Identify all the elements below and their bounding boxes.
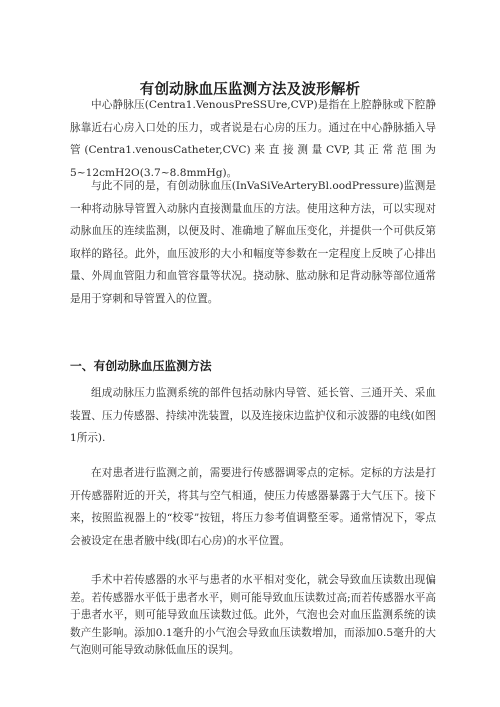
paragraph-zero-calibration: 在对患者进行监测之前，需要进行传感器调零点的定标。定标的方法是打开传感器附近的开关，将其与空气相通，使压力传感器暴露于大气压下。接下来，按照监视器上的“校零”按钮，将压力参考值调整至零。通常情况下，零点会被设定在患者腋中线(即右心房)的水平位置。: [70, 467, 436, 547]
paragraph-transducer-level-and-bubbles: 手术中若传感器的水平与患者的水平相对变化，就会导致血压读数出现偏差。若传感器水平低于患者水平，则可能导致血压读数过高;而若传感器水平高于患者水平，则可能导致血压读数过低。此外，气泡也会对血压监测系统的读数产生影响。添加0.1毫升的小气泡会导致血压读数增加，而添加0.5毫升的大气泡则可能导致动脉低血压的误判。: [70, 574, 436, 657]
paragraph-invasive-bp-intro: 与此不同的是，有创动脉血压(InVaSiVeArteryBl.oodPressure)监测是一种将动脉导管置入动脉内直接测量血压的方法。使用这种方法，可以实现对动脉血压的连续监测，以便及时、准确地了解血压变化，并提供一个可供反第取样的路径。此外，血压波形的大小和幅度等参数在一定程度上反映了心排出量、外周血管阻力和血管容量等状况。挠动脉、肱动脉和足背动脉等部位通常是用于穿刺和导管置入的位置。: [70, 180, 436, 305]
section-heading-monitoring-method: 一、有创动脉血压监测方法: [70, 359, 212, 373]
document-title: 有创动脉血压监测方法及波形解析: [139, 81, 361, 98]
paragraph-system-components: 组成动脉压力监测系统的部件包括动脉内导管、延长管、三通开关、采血装置、压力传感器、持续冲洗装置，以及连接床边监护仪和示波器的电线(如图1所示).: [70, 387, 436, 445]
paragraph-cvp-definition: 中心静脉压(Centra1.VenousPreSSUre,CVP)是指在上腔静脉或下腔静脉靠近右心房入口处的压力，或者说是右心房的压力。通过在中心静脉插入导管(Centra1.venousCatheter,CVC)来直接测量CVP,其正常范围为5~12cmH2O(3.7~8.8mmHg)。: [70, 99, 436, 179]
